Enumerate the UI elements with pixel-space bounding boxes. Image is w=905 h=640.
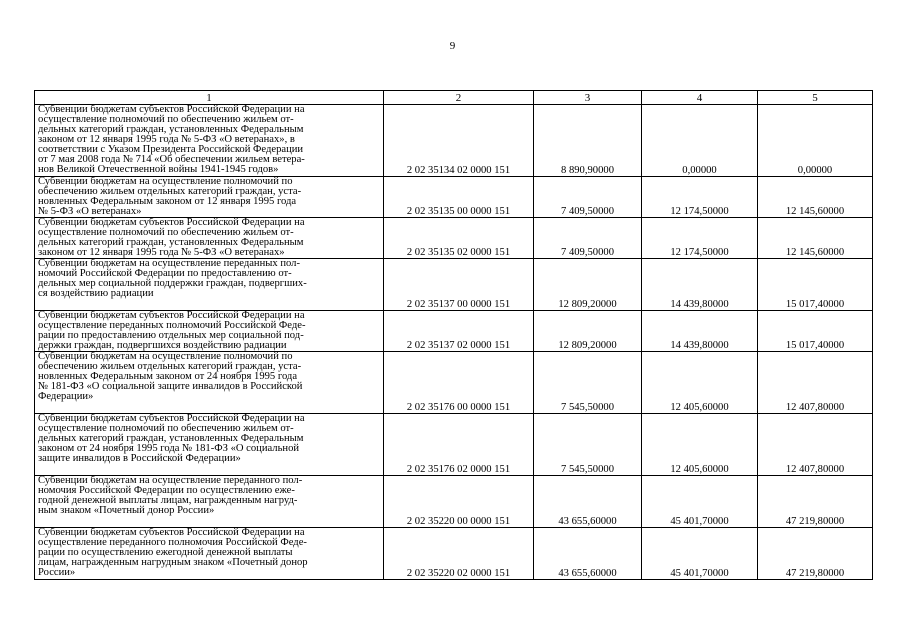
row-description: Субвенции бюджетам субъектов Российской Федерации на осуществление полномочий по обеспечению жильем от- дельных категорий граждан, установленных Федеральным законом от 12 января 1995 года № 5-ФЗ «О ветеранах», в соответствии с Указом Президента Российской Федерации от 7 мая 2008 года № 714 «Об обеспечении жильем ветера- нов Великой Отечественной войны 1941-1945 годов» [35, 105, 384, 177]
row-value-3: 7 409,50000 [534, 218, 642, 259]
row-value-3: 7 545,50000 [534, 414, 642, 476]
row-value-3: 8 890,90000 [534, 105, 642, 177]
row-budget-code: 2 02 35220 02 0000 151 [384, 528, 534, 580]
row-budget-code: 2 02 35135 00 0000 151 [384, 177, 534, 218]
row-value-5: 47 219,80000 [758, 528, 873, 580]
row-value-4: 12 174,50000 [642, 177, 758, 218]
row-value-5: 0,00000 [758, 105, 873, 177]
row-value-4: 45 401,70000 [642, 528, 758, 580]
table-header-row [35, 91, 873, 105]
row-value-3: 43 655,60000 [534, 476, 642, 528]
row-description: Субвенции бюджетам на осуществление переданных пол- номочий Российской Федерации по предоставлению от- дельных мер социальной поддержки граждан, подвергших- ся воздействию радиации [35, 259, 384, 311]
row-description: Субвенции бюджетам на осуществление полномочий по обеспечению жильем отдельных категорий граждан, уста- новленных Федеральным законом от 12 января 1995 года № 5-ФЗ «О ветеранах» [35, 177, 384, 218]
row-value-5: 15 017,40000 [758, 259, 873, 311]
row-value-5: 15 017,40000 [758, 311, 873, 352]
row-budget-code: 2 02 35135 02 0000 151 [384, 218, 534, 259]
column-header-1: 1 [35, 91, 384, 105]
row-budget-code: 2 02 35176 02 0000 151 [384, 414, 534, 476]
table-row [35, 528, 873, 580]
table-row [35, 105, 873, 177]
row-value-4: 14 439,80000 [642, 311, 758, 352]
row-value-5: 12 407,80000 [758, 352, 873, 414]
column-header-2: 2 [384, 91, 534, 105]
row-value-3: 7 409,50000 [534, 177, 642, 218]
row-value-3: 12 809,20000 [534, 259, 642, 311]
row-value-5: 12 145,60000 [758, 218, 873, 259]
row-description: Субвенции бюджетам субъектов Российской Федерации на осуществление полномочий по обеспечению жильем от- дельных категорий граждан, установленных Федеральным законом от 24 ноября 1995 года № 181-ФЗ «О социальной защите инвалидов в Российской Федерации» [35, 414, 384, 476]
table-row [35, 476, 873, 528]
row-value-3: 12 809,20000 [534, 311, 642, 352]
row-value-4: 0,00000 [642, 105, 758, 177]
row-value-5: 47 219,80000 [758, 476, 873, 528]
column-header-3: 3 [534, 91, 642, 105]
row-value-5: 12 145,60000 [758, 177, 873, 218]
row-description: Субвенции бюджетам на осуществление полномочий по обеспечению жильем отдельных категорий граждан, уста- новленных Федеральным законом от 24 ноября 1995 года № 181-ФЗ «О социальной защите инвалидов в Российской Федерации» [35, 352, 384, 414]
column-header-4: 4 [642, 91, 758, 105]
table-row [35, 414, 873, 476]
row-budget-code: 2 02 35137 02 0000 151 [384, 311, 534, 352]
row-description: Субвенции бюджетам субъектов Российской Федерации на осуществление полномочий по обеспечению жильем от- дельных категорий граждан, установленных Федеральным законом от 12 января 1995 года № 5-ФЗ «О ветеранах» [35, 218, 384, 259]
row-budget-code: 2 02 35134 02 0000 151 [384, 105, 534, 177]
row-value-4: 12 405,60000 [642, 414, 758, 476]
row-budget-code: 2 02 35220 00 0000 151 [384, 476, 534, 528]
row-value-4: 45 401,70000 [642, 476, 758, 528]
table-row [35, 311, 873, 352]
page-number: 9 [449, 40, 456, 52]
row-budget-code: 2 02 35137 00 0000 151 [384, 259, 534, 311]
row-value-4: 14 439,80000 [642, 259, 758, 311]
table-row [35, 177, 873, 218]
row-description: Субвенции бюджетам субъектов Российской Федерации на осуществление переданного полномочия Российской Феде- рации по осуществлению ежегодной денежной выплаты лицам, награжденным нагрудным знаком «Почетный донор России» [35, 528, 384, 580]
row-value-4: 12 174,50000 [642, 218, 758, 259]
budget-table [34, 90, 873, 580]
row-value-4: 12 405,60000 [642, 352, 758, 414]
row-value-3: 7 545,50000 [534, 352, 642, 414]
row-budget-code: 2 02 35176 00 0000 151 [384, 352, 534, 414]
column-header-5: 5 [758, 91, 873, 105]
row-value-5: 12 407,80000 [758, 414, 873, 476]
table-row [35, 218, 873, 259]
table-row [35, 352, 873, 414]
row-description: Субвенции бюджетам субъектов Российской Федерации на осуществление переданных полномочий Российской Феде- рации по предоставлению отдельных мер социальной под- держки граждан, подвергшихся воздействию радиации [35, 311, 384, 352]
table-row [35, 259, 873, 311]
row-description: Субвенции бюджетам на осуществление переданного пол- номочия Российской Федерации по осуществлению еже- годной денежной выплаты лицам, награжденным нагруд- ным знаком «Почетный донор России» [35, 476, 384, 528]
row-value-3: 43 655,60000 [534, 528, 642, 580]
